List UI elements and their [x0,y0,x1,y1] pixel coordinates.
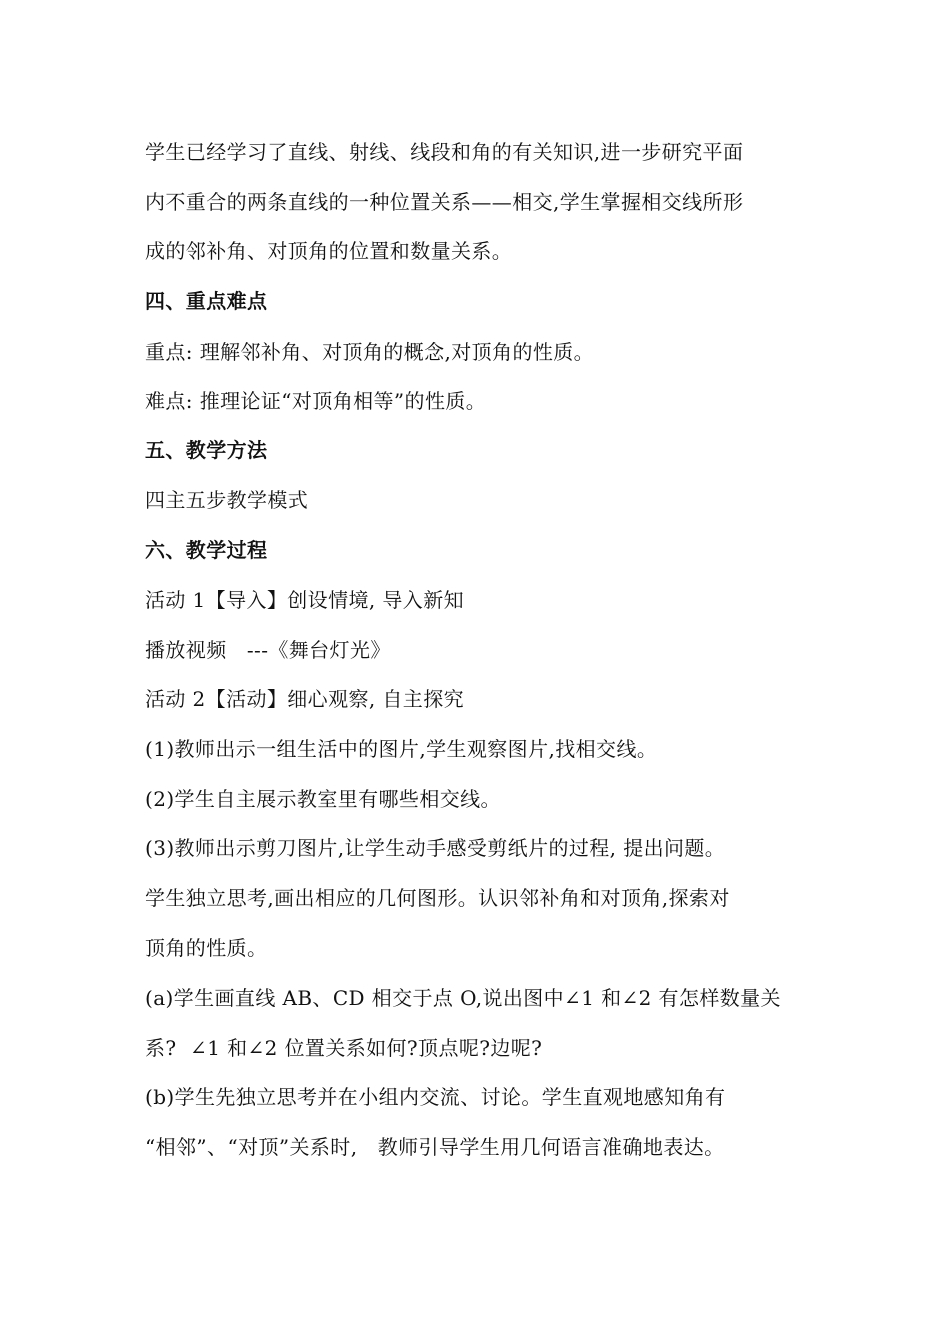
activity-2-text: 活动 2【活动】细心观察, 自主探究 [145,687,464,711]
think-line-2: 顶角的性质。 [145,936,268,960]
think-line-1: 学生独立思考,画出相应的几何图形。认识邻补角和对顶角,探索对 [145,886,730,910]
item-b-line-2: “相邻”、“对顶”关系时, 教师引导学生用几何语言准确地表达。 [145,1135,725,1159]
item-b-line-1: (b)学生先独立思考并在小组内交流、讨论。学生直观地感知角有 [145,1085,726,1109]
step-2-text: (2)学生自主展示教室里有哪些相交线。 [145,787,501,811]
video-text: 播放视频 ---《舞台灯光》 [145,638,391,662]
method-text: 四主五步教学模式 [145,488,309,512]
section-heading-method: 五、教学方法 [145,438,268,462]
key-point-text: 重点: 理解邻补角、对顶角的概念,对顶角的性质。 [145,340,595,364]
intro-line-1: 学生已经学习了直线、射线、线段和角的有关知识,进一步研究平面 [145,140,744,164]
question-a-line-2: 系? ∠1 和∠2 位置关系如何?顶点呢?边呢? [145,1036,543,1060]
step-1-text: (1)教师出示一组生活中的图片,学生观察图片,找相交线。 [145,737,658,761]
intro-line-2: 内不重合的两条直线的一种位置关系——相交,学生掌握相交线所形 [145,190,744,214]
question-a-line-1: (a)学生画直线 AB、CD 相交于点 O,说出图中∠1 和∠2 有怎样数量关 [145,986,781,1010]
intro-line-3: 成的邻补角、对顶角的位置和数量关系。 [145,239,513,263]
section-heading-key-points: 四、重点难点 [145,289,268,313]
step-3-text: (3)教师出示剪刀图片,让学生动手感受剪纸片的过程, 提出问题。 [145,836,726,860]
activity-1-text: 活动 1【导入】创设情境, 导入新知 [145,588,464,612]
section-heading-process: 六、教学过程 [145,538,268,562]
difficulty-text: 难点: 推理论证“对顶角相等”的性质。 [145,389,487,413]
